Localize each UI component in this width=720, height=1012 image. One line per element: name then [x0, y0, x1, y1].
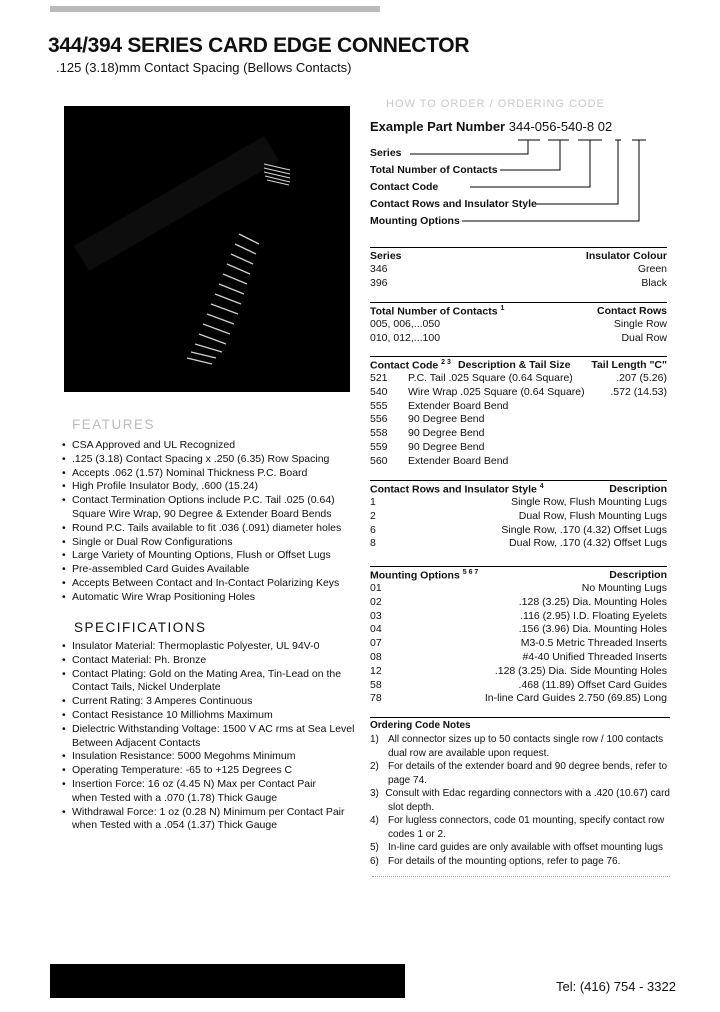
spec-text: Insertion Force: 16 oz (4.45 N) Max per Contact Pair [72, 777, 316, 790]
cell: Single Row, Flush Mounting Lugs [511, 496, 667, 508]
spec-text: Between Adjacent Contacts [72, 736, 201, 749]
list-item: • Operating Temperature: -65 to +125 Degrees C [62, 764, 293, 777]
callout-total-contacts: Total Number of Contacts [370, 164, 498, 176]
cell: .207 (5.26) [616, 372, 667, 384]
callout-series: Series [370, 147, 402, 159]
cell: Dual Row, .170 (4.32) Offset Lugs [509, 537, 667, 550]
spec-text: Contact Material: Ph. Bronze [72, 653, 207, 666]
table-row [370, 277, 667, 291]
features-heading: FEATURES [72, 417, 156, 432]
note-text: All connector sizes up to 50 contacts single row / 100 contacts [388, 734, 664, 745]
feature-text: Single or Dual Row Configurations [72, 535, 233, 548]
cell: 6 [370, 523, 376, 536]
contacts-col-header: Total Number of Contacts [370, 305, 498, 318]
cell: 559 [370, 440, 388, 453]
note-item [370, 828, 670, 842]
contacts-table [370, 302, 667, 346]
spec-text: when Tested with a .054 (1.37) Thick Gauge [72, 819, 278, 832]
ordering-header: HOW TO ORDER / ORDERING CODE [386, 98, 605, 110]
connector-pins-lower [187, 234, 259, 364]
cell: 08 [370, 650, 382, 663]
feature-text: Automatic Wire Wrap Positioning Holes [72, 590, 256, 603]
part-sep: - [556, 119, 561, 134]
spec-text: Insulation Resistance: 5000 Megohms Minimum [72, 750, 296, 763]
note-text: Consult with Edac regarding connectors with a .420 (10.67) card [385, 788, 670, 799]
spec-text: Contact Resistance 10 Milliohms Maximum [72, 708, 273, 721]
cell: 556 [370, 413, 388, 426]
note-text: For details of the extender board and 90 degree bends, refer to [388, 761, 668, 772]
table-row [370, 400, 667, 414]
cell: 005, 006,...050 [370, 318, 441, 330]
cell: 04 [370, 623, 382, 636]
spec-text: Withdrawal Force: 1 oz (0.28 N) Minimum per Contact Pair [72, 805, 345, 818]
cell: .572 (14.53) [610, 385, 667, 398]
table-row [370, 651, 667, 665]
part-rows-style: 8 [586, 119, 595, 134]
note-item [370, 747, 670, 761]
notes-divider [372, 876, 670, 877]
cell: 8 [370, 537, 376, 550]
note-number: 1) [370, 734, 379, 745]
footnote-ref: 1 [500, 305, 505, 312]
spec-text: Current Rating: 3 Amperes Continuous [72, 695, 253, 708]
list-item: • Accepts .062 (1.57) Nominal Thickness P.C. Board [62, 466, 308, 479]
cell: 01 [370, 582, 382, 594]
cell: P.C. Tail .025 Square (0.64 Square) [408, 372, 573, 384]
cell: 540 [370, 385, 388, 398]
note-item [370, 841, 670, 855]
feature-text: Accepts Between Contact and In-Contact Polarizing Keys [72, 576, 340, 589]
mounting-col-header: Mounting Options [370, 569, 460, 582]
list-item: • Contact Material: Ph. Bronze [62, 653, 207, 666]
cell: Black [641, 276, 667, 289]
table-row [370, 582, 667, 596]
table-row [370, 441, 667, 455]
list-item: • Insulation Resistance: 5000 Megohms Minimum [62, 750, 296, 763]
table-row [370, 332, 667, 346]
table-row [370, 455, 667, 469]
table-row [370, 679, 667, 693]
cell: .468 (11.89) Offset Card Guides [518, 678, 667, 691]
cell: 555 [370, 399, 388, 412]
list-item [62, 737, 362, 751]
list-item [62, 819, 362, 833]
description-col-header: Description [609, 483, 667, 495]
note-item [370, 814, 670, 828]
cell: 010, 012,...100 [370, 331, 441, 344]
note-text: dual row are available upon request. [388, 747, 550, 759]
part-series: 344 [508, 119, 531, 134]
cell: 03 [370, 609, 382, 622]
cell: 558 [370, 427, 388, 440]
description-col-header: Description [609, 569, 667, 581]
cell: 346 [370, 263, 388, 275]
list-item: • Single or Dual Row Configurations [62, 535, 233, 548]
feature-text: Square Wire Wrap, 90 Degree & Extender Board Bends [72, 507, 332, 520]
code-col-header: Contact Code [370, 359, 439, 372]
feature-text: Round P.C. Tails available to fit .036 (.091) diameter holes [72, 521, 342, 534]
cell: 521 [370, 372, 388, 384]
cell: 2 [370, 509, 376, 522]
series-col-header: Series [370, 250, 402, 262]
cell: 78 [370, 692, 382, 705]
note-number: 6) [370, 855, 379, 867]
list-item: • Accepts Between Contact and In-Contact Polarizing Keys [62, 576, 340, 589]
spec-text: Insulator Material: Thermoplastic Polyester, UL 94V-0 [72, 640, 320, 652]
note-item [370, 801, 670, 815]
cell: Dual Row [621, 331, 667, 344]
rows-style-col-header: Contact Rows and Insulator Style [370, 483, 537, 496]
ordering-notes [370, 717, 670, 868]
cell: .156 (3.96) Dia. Mounting Holes [518, 623, 667, 636]
page-subtitle: .125 (3.18)mm Contact Spacing (Bellows Contacts) [56, 60, 352, 75]
cell: .116 (2.95) I.D. Floating Eyelets [520, 609, 667, 622]
list-item: • .125 (3.18) Contact Spacing x .250 (6.35) Row Spacing [62, 452, 330, 465]
cell: No Mounting Lugs [581, 582, 667, 594]
list-item [62, 508, 362, 522]
cell: Green [637, 263, 667, 275]
list-item: • Contact Plating: Gold on the Mating Area, Tin-Lead on the [62, 667, 342, 680]
product-photo [64, 106, 350, 392]
cell: 1 [370, 496, 376, 508]
note-number: 4) [370, 815, 379, 826]
contact-code-table [370, 356, 667, 469]
colour-col-header: Insulator Colour [585, 250, 667, 262]
series-table [370, 247, 667, 291]
spec-text: Operating Temperature: -65 to +125 Degrees C [72, 764, 293, 777]
callout-contact-code: Contact Code [370, 181, 439, 193]
list-item [62, 681, 362, 695]
callout-mounting: Mounting Options [370, 215, 460, 227]
cell: 396 [370, 276, 388, 289]
table-row [370, 537, 667, 551]
footnote-ref: 4 [539, 483, 544, 490]
note-item [370, 855, 670, 869]
part-sep: - [582, 119, 587, 134]
cell: Single Row, .170 (4.32) Offset Lugs [501, 523, 667, 536]
list-item: • Round P.C. Tails available to fit .036 (.091) diameter holes [62, 521, 342, 534]
cell: M3-0.5 Metric Threaded Inserts [520, 637, 667, 650]
list-item: • Large Variety of Mounting Options, Flush or Offset Lugs [62, 549, 331, 562]
list-item: • Insertion Force: 16 oz (4.45 N) Max per Contact Pair [62, 777, 316, 790]
table-row [370, 623, 667, 637]
cell [582, 413, 667, 427]
list-item: • Automatic Wire Wrap Positioning Holes [62, 590, 256, 603]
cell: 07 [370, 637, 382, 650]
cell [582, 400, 667, 414]
list-item: • Contact Resistance 10 Milliohms Maximum [62, 708, 273, 721]
table-row [370, 637, 667, 651]
callout-rows-style: Contact Rows and Insulator Style [370, 198, 537, 210]
note-number: 2) [370, 761, 379, 772]
cell: Dual Row, Flush Mounting Lugs [518, 509, 667, 522]
footer-telephone: Tel: (416) 754 - 3322 [556, 979, 676, 994]
table-row [370, 372, 667, 386]
rows-style-table [370, 480, 667, 551]
cell [582, 441, 667, 455]
note-item [370, 787, 670, 801]
note-item [370, 760, 670, 774]
table-row [370, 692, 667, 706]
cell: 90 Degree Bend [408, 413, 485, 426]
note-item [370, 774, 670, 788]
cell: #4-40 Unified Threaded Inserts [522, 650, 667, 663]
cell: Extender Board Bend [408, 399, 509, 412]
feature-text: Large Variety of Mounting Options, Flush or Offset Lugs [72, 549, 331, 562]
cell: .128 (3.25) Dia. Side Mounting Holes [494, 664, 667, 677]
cell: 12 [370, 664, 382, 677]
part-contact-code: 540 [560, 119, 583, 134]
cell: Wire Wrap .025 Square (0.64 Square) [408, 385, 585, 398]
list-item: • Contact Termination Options include P.C. Tail .025 (0.64) [62, 494, 335, 507]
cell: 90 Degree Bend [408, 427, 485, 440]
list-item: • Insulator Material: Thermoplastic Polyester, UL 94V-0 [62, 640, 320, 652]
list-item: • Withdrawal Force: 1 oz (0.28 N) Minimum per Contact Pair [62, 805, 345, 818]
header-rule [50, 6, 380, 12]
features-list [62, 439, 362, 605]
feature-text: Accepts .062 (1.57) Nominal Thickness P.C. Board [72, 466, 308, 479]
footer-bar [50, 964, 405, 998]
table-row [370, 596, 667, 610]
cell: 560 [370, 454, 388, 467]
spec-text: Dielectric Withstanding Voltage: 1500 V AC rms at Sea Level [72, 722, 355, 735]
note-text: slot depth. [388, 801, 435, 813]
table-row [370, 496, 667, 510]
table-row [370, 510, 667, 524]
cell: 02 [370, 595, 382, 608]
note-number: 5) [370, 842, 379, 853]
note-text: codes 1 or 2. [388, 828, 446, 840]
list-item: • CSA Approved and UL Recognized [62, 439, 236, 451]
cell: .128 (3.25) Dia. Mounting Holes [518, 595, 667, 608]
list-item [62, 792, 362, 806]
cell: 58 [370, 678, 382, 691]
table-row [370, 263, 667, 277]
note-text: page 74. [388, 774, 427, 786]
mounting-table [370, 566, 667, 706]
list-item: • Dielectric Withstanding Voltage: 1500 V AC rms at Sea Level [62, 722, 355, 735]
desc-col-header: Description & Tail Size [458, 359, 571, 371]
tail-col-header: Tail Length "C" [591, 359, 667, 371]
specifications-list [62, 640, 362, 833]
feature-text: High Profile Insulator Body, .600 (15.24) [72, 480, 258, 493]
spec-text: when Tested with a .070 (1.78) Thick Gauge [72, 791, 278, 804]
cell: In-line Card Guides 2.750 (69.85) Long [484, 692, 667, 705]
notes-title: Ordering Code Notes [370, 720, 471, 731]
feature-text: .125 (3.18) Contact Spacing x .250 (6.35) Row Spacing [72, 452, 330, 465]
footnote-ref: 2 3 [441, 359, 451, 366]
note-item [370, 733, 670, 747]
table-row [370, 413, 667, 427]
specifications-heading: SPECIFICATIONS [74, 620, 207, 635]
feature-text: Contact Termination Options include P.C. Tail .025 (0.64) [72, 494, 335, 507]
note-text: For details of the mounting options, refer to page 76. [388, 855, 621, 867]
list-item: • Current Rating: 3 Amperes Continuous [62, 695, 253, 708]
part-mounting: 02 [597, 119, 613, 134]
spec-text: Contact Tails, Nickel Underplate [72, 681, 221, 694]
page-title: 344/394 SERIES CARD EDGE CONNECTOR [48, 34, 470, 57]
cell [582, 427, 667, 441]
note-text: In-line card guides are only available with offset mounting lugs [388, 842, 663, 853]
table-row [370, 610, 667, 624]
spec-text: Contact Plating: Gold on the Mating Area, Tin-Lead on the [72, 667, 342, 680]
cell: 90 Degree Bend [408, 440, 485, 453]
part-contacts: 056 [534, 119, 557, 134]
part-sep: - [530, 119, 535, 134]
table-row [370, 665, 667, 679]
table-row [370, 524, 667, 538]
cell [582, 455, 667, 469]
list-item: • High Profile Insulator Body, .600 (15.24) [62, 480, 258, 493]
feature-text: CSA Approved and UL Recognized [72, 439, 236, 451]
rows-col-header: Contact Rows [596, 305, 667, 317]
note-number: 3) [370, 788, 379, 799]
cell: Extender Board Bend [408, 454, 509, 467]
footnote-ref: 5 6 7 [462, 569, 479, 576]
cell: Single Row [613, 318, 667, 330]
table-row [370, 318, 667, 332]
note-text: For lugless connectors, code 01 mounting, specify contact row [388, 815, 665, 826]
table-row [370, 386, 667, 400]
list-item: • Pre-assembled Card Guides Available [62, 563, 250, 576]
feature-text: Pre-assembled Card Guides Available [72, 563, 250, 576]
table-row [370, 427, 667, 441]
example-label: Example Part Number [370, 119, 506, 134]
